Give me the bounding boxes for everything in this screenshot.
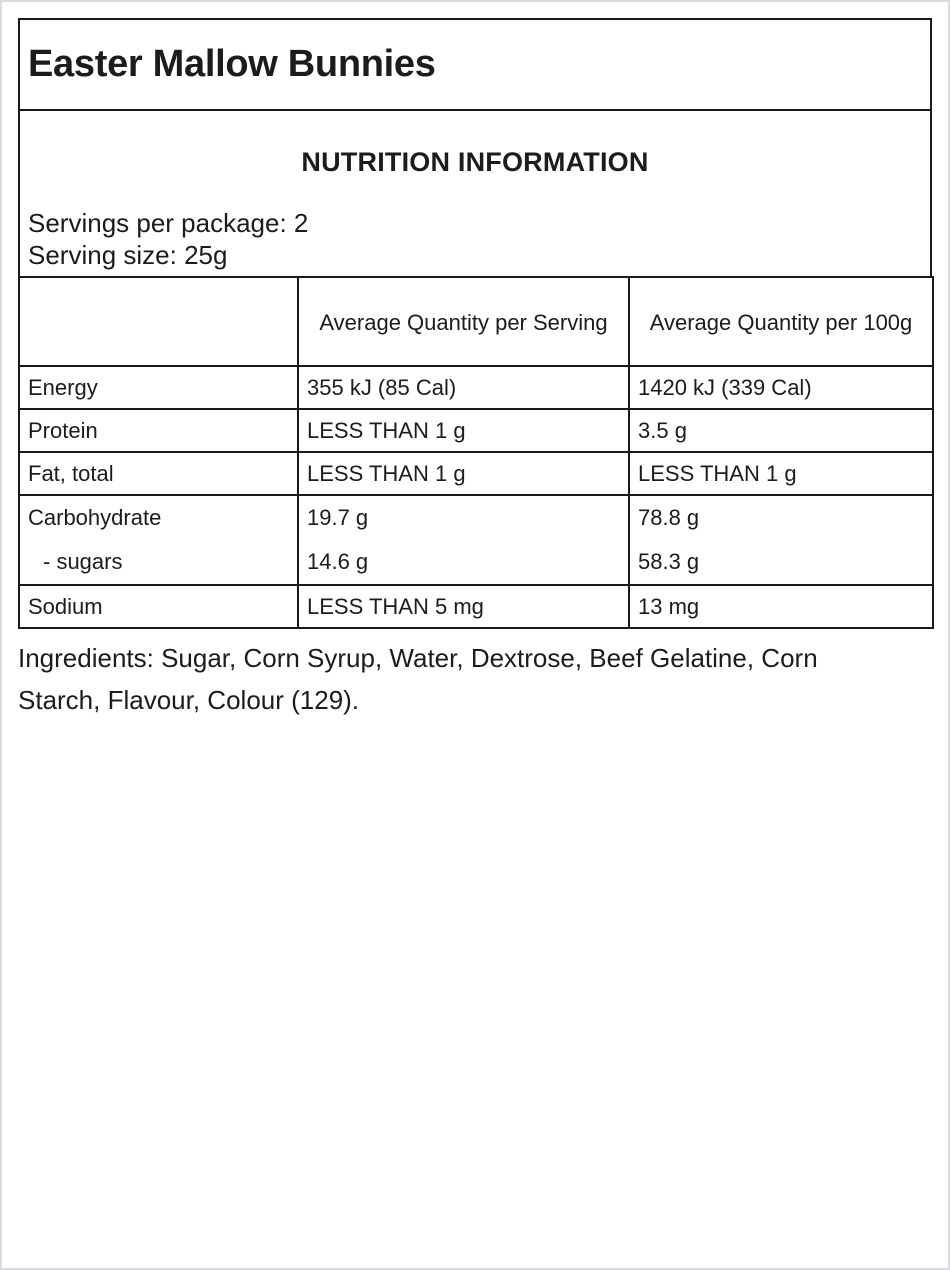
table-row-protein <box>19 409 933 452</box>
per-100g-value: 13 mg <box>629 585 933 628</box>
serving-info <box>28 207 308 271</box>
per-100g-value: LESS THAN 1 g <box>629 452 933 495</box>
nutrient-label: Fat, total <box>19 452 298 495</box>
nutrition-info-box <box>18 109 932 276</box>
per-serving-value <box>298 495 629 585</box>
nutrition-label <box>18 18 932 721</box>
serving-size: Serving size: 25g <box>28 240 228 270</box>
per-serving-value: 355 kJ (85 Cal) <box>298 366 629 409</box>
per-serving-value: LESS THAN 5 mg <box>298 585 629 628</box>
nutrition-table <box>18 276 934 629</box>
table-row-energy <box>19 366 933 409</box>
per-100g-value: 1420 kJ (339 Cal) <box>629 366 933 409</box>
sugars-per-serving: 14.6 g <box>307 549 369 574</box>
column-header-per-serving: Average Quantity per Serving <box>298 277 629 366</box>
nutrient-label: Sodium <box>19 585 298 628</box>
table-header-row <box>19 277 933 366</box>
nutrient-label: Protein <box>19 409 298 452</box>
nutrition-heading: NUTRITION INFORMATION <box>301 147 649 177</box>
per-100g-value <box>629 495 933 585</box>
carbohydrate-per-serving: 19.7 g <box>307 505 369 530</box>
per-serving-value: LESS THAN 1 g <box>298 409 629 452</box>
carbohydrate-label: Carbohydrate <box>28 505 162 530</box>
table-row-fat <box>19 452 933 495</box>
sugars-label: - sugars <box>43 549 123 574</box>
table-row-carbohydrate <box>19 495 933 585</box>
product-title: Easter Mallow Bunnies <box>28 43 436 85</box>
nutrient-label: Energy <box>19 366 298 409</box>
column-header-per-100g: Average Quantity per 100g <box>629 277 933 366</box>
per-serving-value: LESS THAN 1 g <box>298 452 629 495</box>
title-box <box>18 18 932 109</box>
nutrient-label <box>19 495 298 585</box>
per-100g-value: 3.5 g <box>629 409 933 452</box>
ingredients-text: Ingredients: Sugar, Corn Syrup, Water, Dextrose, Beef Gelatine, Corn Starch, Flavour, Colour (129). <box>18 643 818 715</box>
carbohydrate-per-100g: 78.8 g <box>638 505 700 530</box>
column-header-nutrient <box>19 277 298 366</box>
servings-per-package: Servings per package: 2 <box>28 208 309 238</box>
table-row-sodium <box>19 585 933 628</box>
sugars-per-100g: 58.3 g <box>638 549 700 574</box>
